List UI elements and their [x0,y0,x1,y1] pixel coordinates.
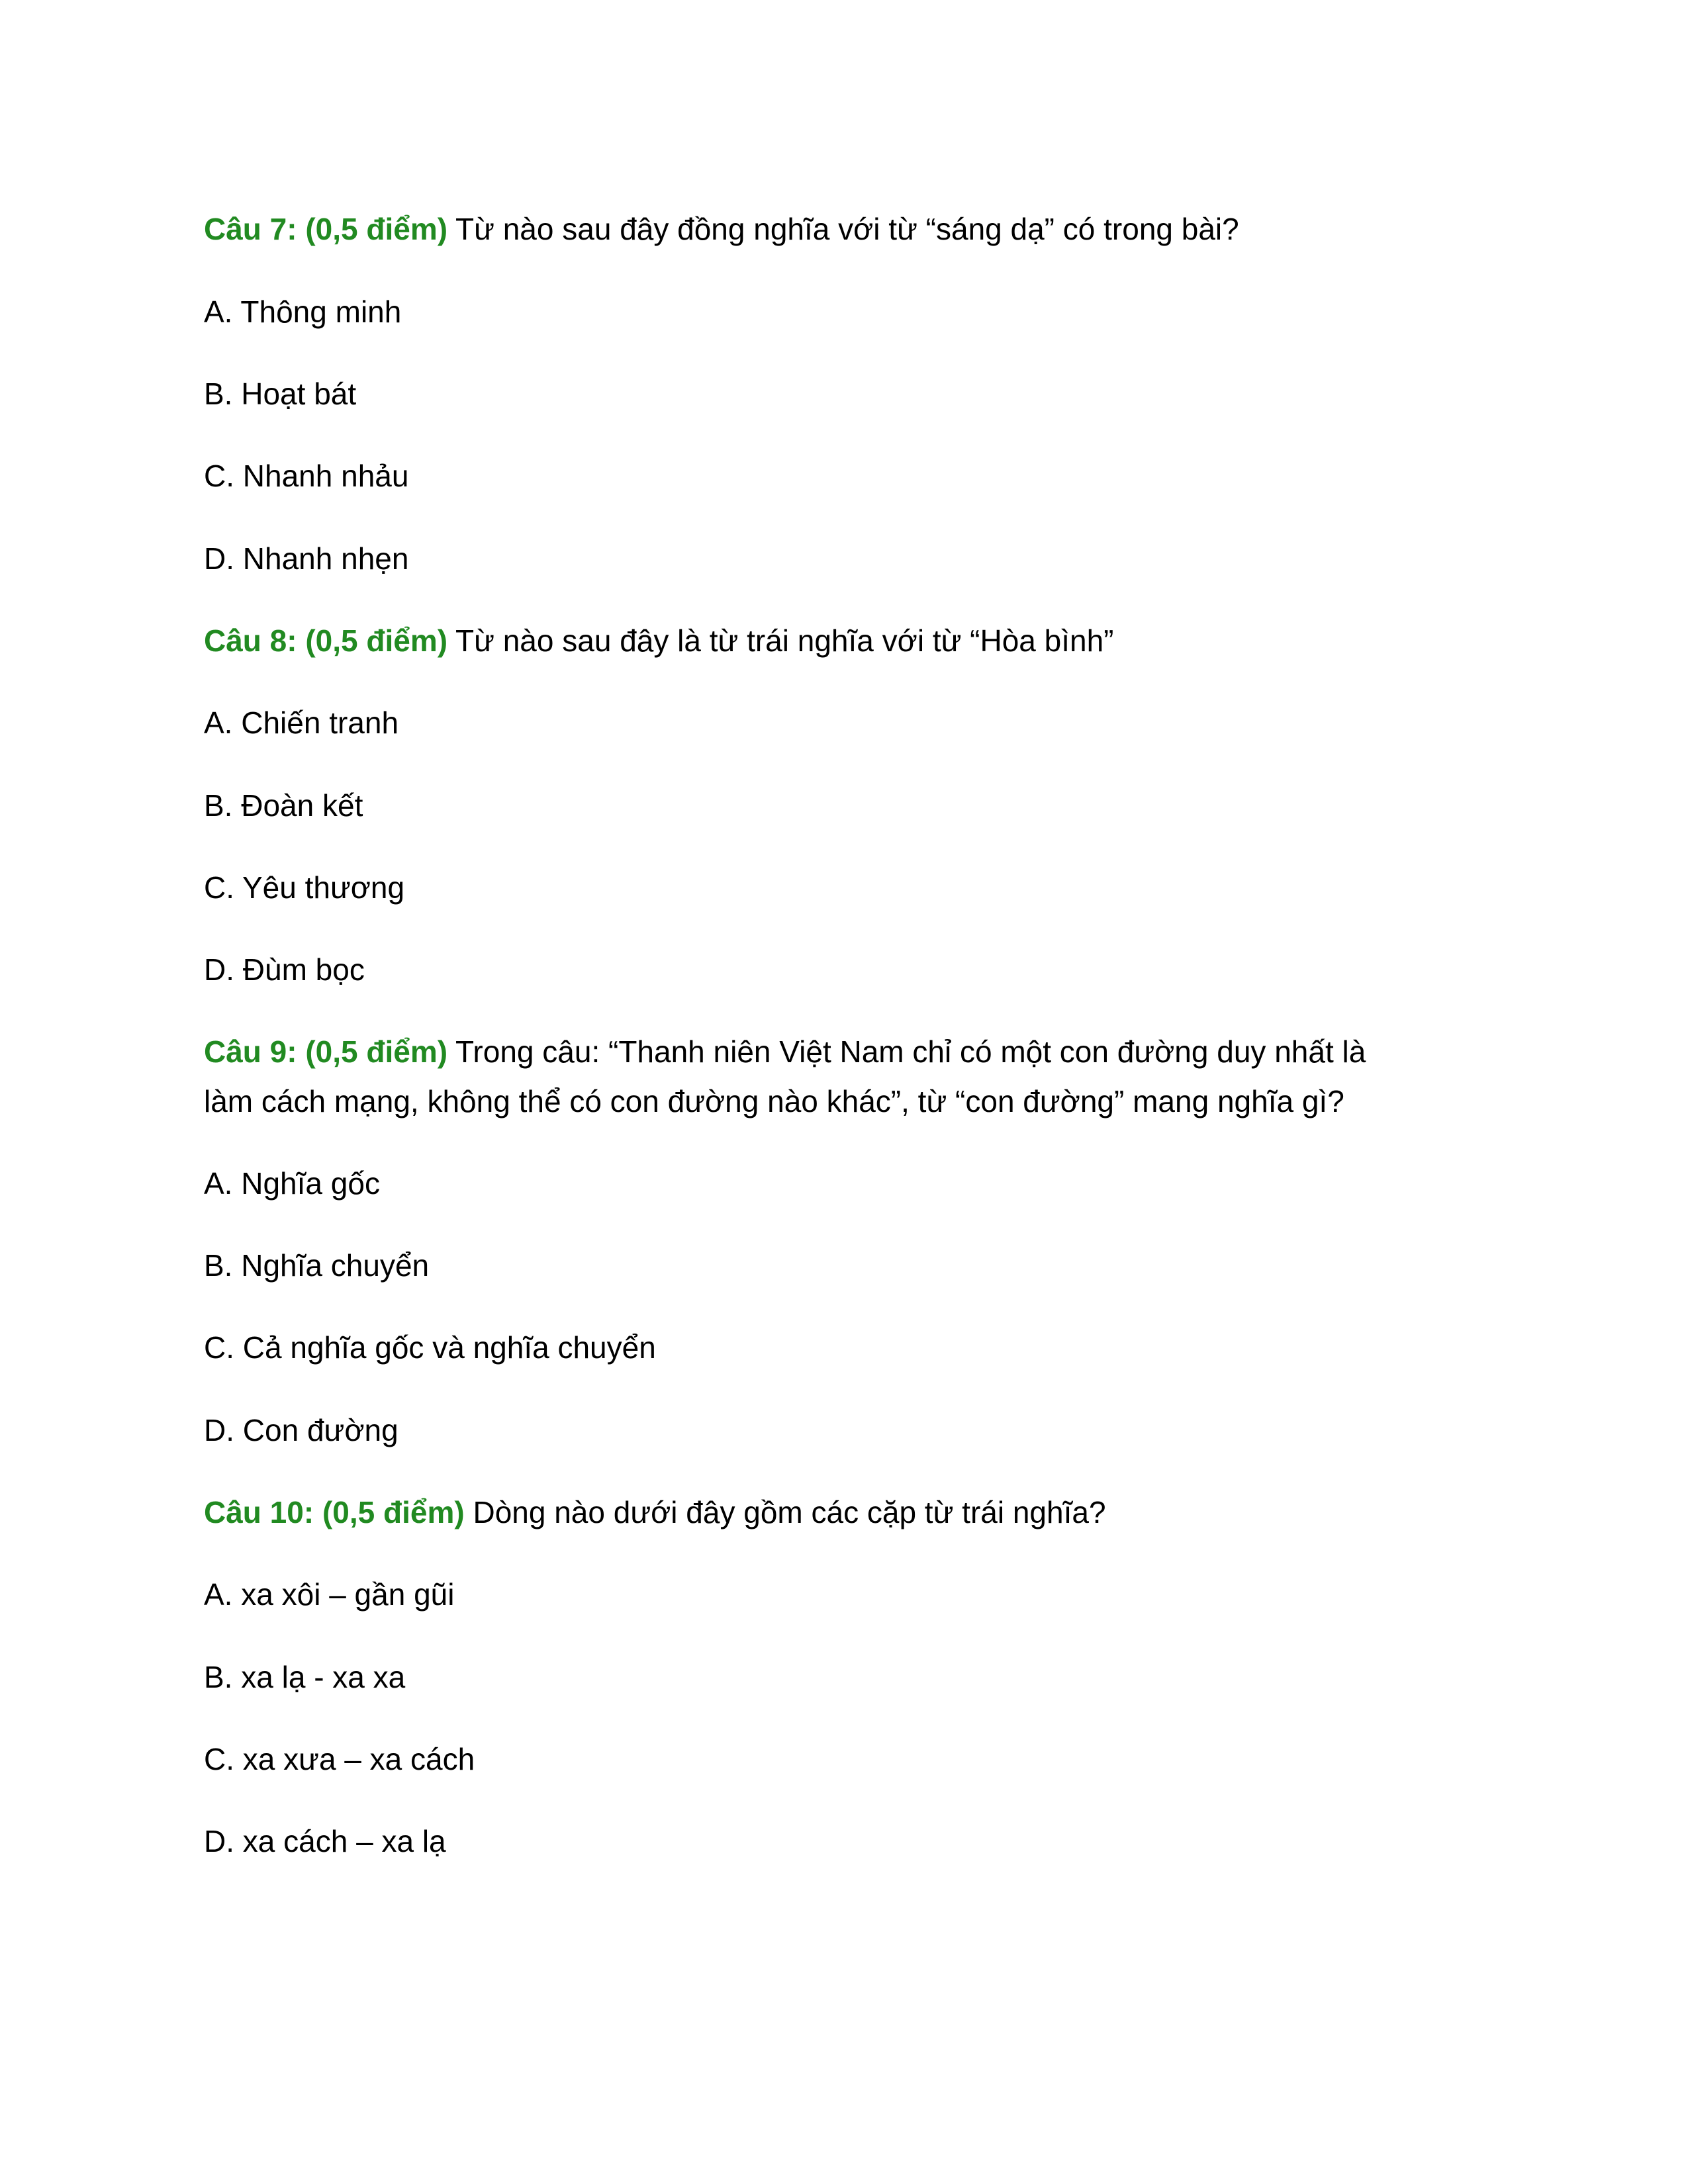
question-8-option-b: B. Đoàn kết [204,788,363,823]
question-10-text: Dòng nào dưới đây gồm các cặp từ trái nghĩa? [464,1495,1106,1529]
question-7-option-c: C. Nhanh nhảu [204,459,409,493]
question-9-option-b: B. Nghĩa chuyển [204,1248,430,1283]
question-9-text-line-2: làm cách mạng, không thể có con đường nào khác”, từ “con đường” mang nghĩa gì? [204,1084,1344,1118]
question-7-option-a: A. Thông minh [204,295,402,329]
question-8-option-a: A. Chiến tranh [204,705,399,740]
question-8-label: Câu 8: (0,5 điểm) [204,623,448,658]
question-9-option-d: D. Con đường [204,1413,399,1447]
question-9-option-a: A. Nghĩa gốc [204,1166,380,1201]
question-10-option-d: D. xa cách – xa lạ [204,1824,446,1858]
question-9-text: Trong câu: “Thanh niên Việt Nam chỉ có một con đường duy nhất là [447,1034,1366,1069]
question-7-option-d: D. Nhanh nhẹn [204,541,409,576]
question-9-option-c: C. Cả nghĩa gốc và nghĩa chuyển [204,1330,656,1365]
question-7 [204,204,1515,254]
question-10-option-a: A. xa xôi – gần gũi [204,1577,455,1612]
question-8-text: Từ nào sau đây là từ trái nghĩa với từ “Hòa bình” [447,623,1114,658]
question-8-option-c: C. Yêu thương [204,870,405,905]
question-10-option-b: B. xa lạ - xa xa [204,1660,406,1694]
question-9-label: Câu 9: (0,5 điểm) [204,1034,448,1069]
question-7-text: Từ nào sau đây đồng nghĩa với từ “sáng dạ” có trong bài? [447,212,1239,246]
question-10-label: Câu 10: (0,5 điểm) [204,1495,465,1529]
question-8-option-d: D. Đùm bọc [204,952,365,987]
question-10 [204,1487,1515,1537]
question-8 [204,615,1515,666]
question-9 [204,1026,1515,1077]
question-7-label: Câu 7: (0,5 điểm) [204,212,448,246]
question-7-option-b: B. Hoạt bát [204,377,357,411]
question-10-option-c: C. xa xưa – xa cách [204,1742,475,1776]
